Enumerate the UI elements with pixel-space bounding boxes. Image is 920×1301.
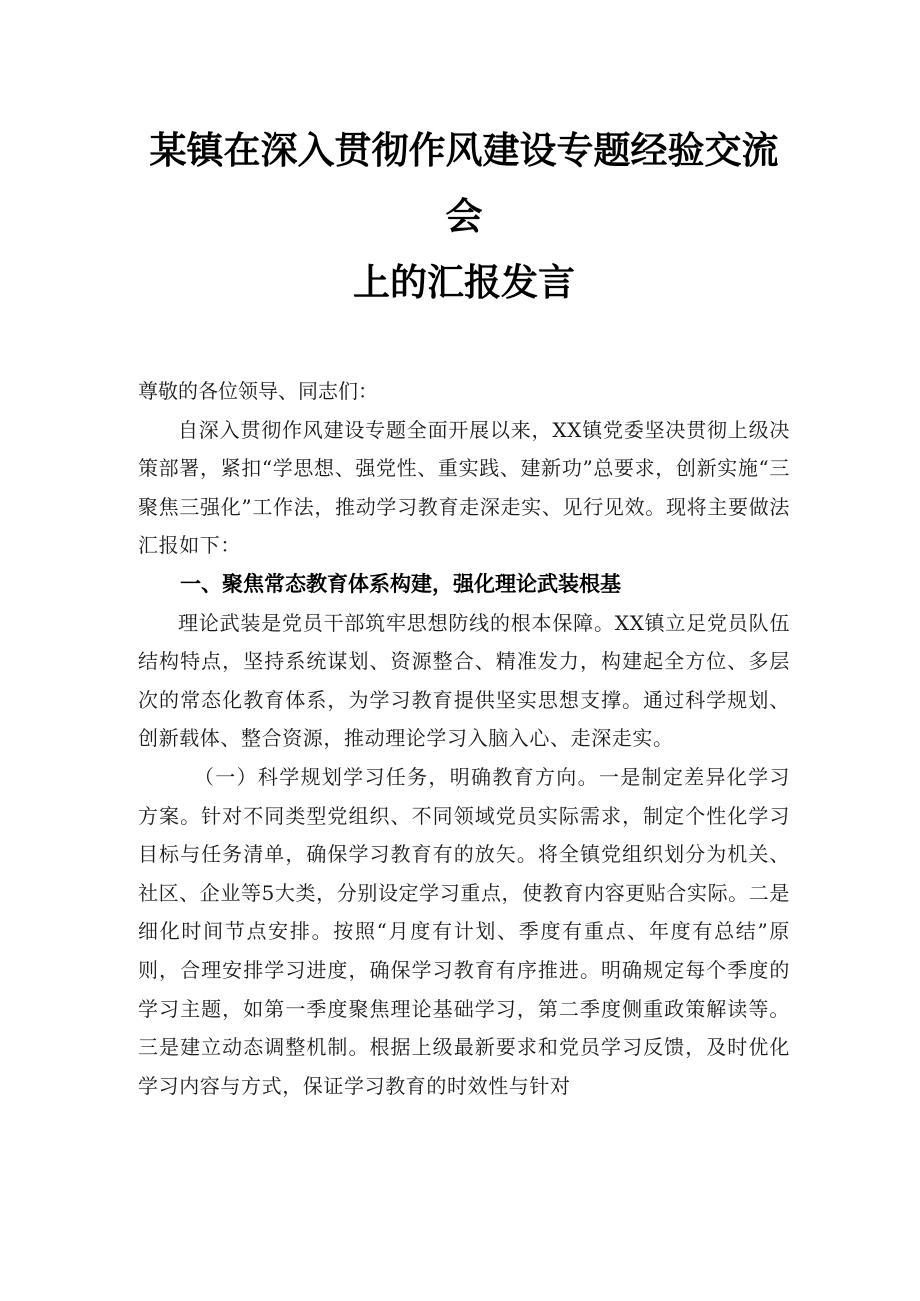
salutation: 尊敬的各位领导、同志们： bbox=[138, 379, 378, 403]
document-title bbox=[138, 118, 790, 316]
intro-paragraph: 自深入贯彻作风建设专题全面开展以来，XX镇党委坚决贯彻上级决策部署，紧扣“学思想、强党性、重实践、建新功”总要求，创新实施“三聚焦三强化”工作法，推动学习教育走深走实、见行见效。现将主要做法汇报如下： bbox=[138, 417, 790, 558]
subsection-1-paragraph: （一）科学规划学习任务，明确教育方向。一是制定差异化学习方案。针对不同类型党组织、不同领域党员实际需求，制定个性化学习目标与任务清单，确保学习教育有的放矢。将全镇党组织划分为机关、社区、企业等5大类，分别设定学习重点，使教育内容更贴合实际。二是细化时间节点安排。按照“月度有计划、季度有重点、年度有总结”原则，合理安排学习进度，确保学习教育有序推进。明确规定每个季度的学习主题，如第一季度聚焦理论基础学习，第二季度侧重政策解读等。三是建立动态调整机制。根据上级最新要求和党员学习反馈，及时优化学习内容与方式，保证学习教育的时效性与针对 bbox=[138, 764, 790, 1098]
section-1-paragraph: 理论武装是党员干部筑牢思想防线的根本保障。XX镇立足党员队伍结构特点，坚持系统谋划、资源整合、精准发力，构建起全方位、多层次的常态化教育体系，为学习教育提供坚实思想支撑。通过科学规划、创新载体、整合资源，推动理论学习入脑入心、走深走实。 bbox=[138, 610, 790, 751]
section-1-heading: 一、聚焦常态教育体系构建，强化理论武装根基 bbox=[180, 571, 621, 596]
title-line-2: 上的汇报发言 bbox=[353, 261, 575, 304]
title-line-1: 某镇在深入贯彻作风建设专题经验交流会 bbox=[149, 129, 779, 238]
